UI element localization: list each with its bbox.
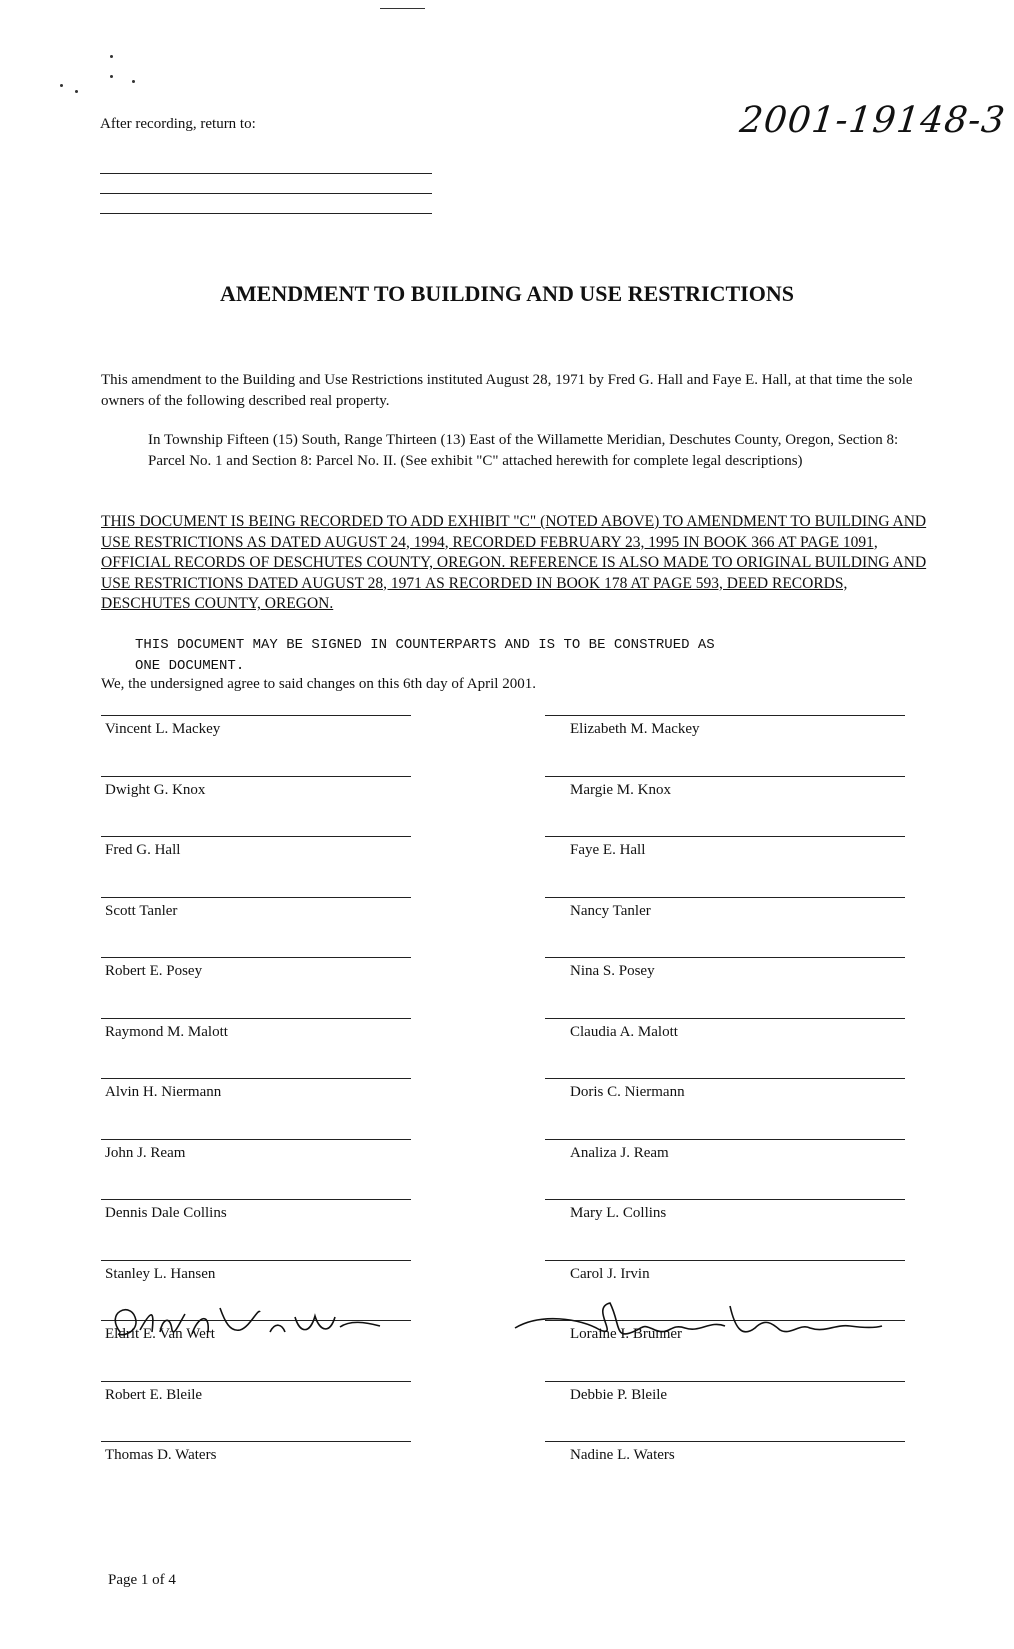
signature-line[interactable] (101, 836, 411, 837)
signature-line[interactable] (101, 1381, 411, 1382)
signatory-name: Margie M. Knox (570, 781, 671, 798)
signatory-name: Alvin H. Niermann (105, 1084, 222, 1100)
handwritten-signature-brunner (510, 1298, 890, 1348)
signature-line[interactable] (545, 1018, 905, 1019)
signature-line[interactable] (101, 1078, 411, 1079)
signatory-name: Dwight G. Knox (105, 781, 206, 798)
scan-speck (110, 75, 113, 78)
signature-line[interactable] (101, 1018, 411, 1019)
signatory-name: Robert E. Bleile (105, 1386, 203, 1403)
signatory-name: Doris C. Niermann (570, 1084, 685, 1100)
signature-line[interactable] (101, 897, 411, 898)
signatory-name: Faye E. Hall (570, 842, 646, 858)
signatory-name: Robert E. Posey (105, 963, 203, 979)
signatory-name: Nina S. Posey (570, 963, 655, 979)
scan-speck (132, 80, 135, 83)
signature-line[interactable] (545, 1078, 905, 1079)
scan-speck (75, 90, 78, 93)
signature-line[interactable] (101, 1199, 411, 1200)
counterparts-line-1: THIS DOCUMENT MAY BE SIGNED IN COUNTERPARTS AND IS TO BE CONSTRUED AS (135, 637, 715, 653)
signatory-name: Debbie P. Bleile (570, 1386, 668, 1403)
signatory-name: Dennis Dale Collins (105, 1205, 227, 1221)
signature-line[interactable] (545, 1381, 905, 1382)
signatory-name: John J. Ream (105, 1144, 186, 1161)
counterparts-clause (135, 635, 935, 677)
signatory-name: Nadine L. Waters (570, 1447, 675, 1463)
signatory-name: Nancy Tanler (570, 902, 651, 919)
return-address-line (100, 213, 432, 214)
signatory-name: Elizabeth M. Mackey (570, 721, 700, 737)
document-title: AMENDMENT TO BUILDING AND USE RESTRICTIONS (220, 281, 794, 306)
signature-line[interactable] (101, 1260, 411, 1261)
handwritten-signature-van-wert (100, 1302, 400, 1347)
return-address-line (100, 193, 432, 194)
top-rule (380, 8, 425, 9)
intro-paragraph: This amendment to the Building and Use Restrictions instituted August 28, 1971 by Fred G. Hall and Faye E. Hall, at that time the sole owners of the following described real property. (101, 372, 913, 409)
signature-line[interactable] (545, 1260, 905, 1261)
signature-line[interactable] (101, 957, 411, 958)
signatory-name: Raymond M. Malott (105, 1023, 228, 1040)
signatory-name: Eldrit E. Van Wert (105, 1326, 215, 1342)
signatory-name: Mary L. Collins (570, 1205, 667, 1221)
after-recording-label: After recording, return to: (100, 116, 256, 132)
signatory-name: Loraine I. Brunner (570, 1326, 683, 1342)
counterparts-line-2: ONE DOCUMENT. (135, 658, 245, 674)
page-number: Page 1 of 4 (108, 1572, 176, 1588)
scan-speck (110, 55, 113, 58)
legal-description: In Township Fifteen (15) South, Range Thirteen (13) East of the Willamette Meridian, Deschutes County, Oregon, Section 8: Parcel No. 1 and Section 8: Parcel No. II. (See exhibit "C" attached herewith for complete legal descriptions) (148, 432, 899, 469)
signature-line[interactable] (545, 776, 905, 777)
signatory-name: Thomas D. Waters (105, 1447, 217, 1463)
signature-line[interactable] (545, 836, 905, 837)
signature-line[interactable] (545, 1441, 905, 1442)
signature-line[interactable] (545, 897, 905, 898)
signatory-name: Claudia A. Malott (570, 1023, 678, 1040)
agreement-statement: We, the undersigned agree to said changes on this 6th day of April 2001. (101, 676, 536, 692)
signatory-name: Stanley L. Hansen (105, 1265, 216, 1282)
signature-line[interactable] (101, 715, 411, 716)
signature-line[interactable] (545, 1199, 905, 1200)
signature-line[interactable] (545, 1139, 905, 1140)
signatory-name: Scott Tanler (105, 902, 178, 919)
return-address-line (100, 173, 432, 174)
signature-line[interactable] (101, 1139, 411, 1140)
scan-speck (60, 84, 63, 87)
signature-line[interactable] (545, 715, 905, 716)
signatory-name: Fred G. Hall (105, 842, 181, 858)
document-number: 2001-19148-3 (737, 100, 1008, 141)
signature-line[interactable] (101, 1441, 411, 1442)
signature-line[interactable] (545, 957, 905, 958)
signatory-name: Analiza J. Ream (570, 1144, 669, 1161)
signatory-name: Vincent L. Mackey (105, 721, 221, 737)
recording-note: THIS DOCUMENT IS BEING RECORDED TO ADD EXHIBIT "C" (NOTED ABOVE) TO AMENDMENT TO BUILDING AND USE RESTRICTIONS AS DATED AUGUST 24, 1994, RECORDED FEBRUARY 23, 1995 IN BOOK 366 AT PAGE 1091, OFFICIAL RECORDS OF DESCHUTES COUNTY, OREGON. REFERENCE IS ALSO MADE TO ORIGINAL BUILDING AND USE RESTRICTIONS DATED AUGUST 28, 1971 AS RECORDED IN BOOK 178 AT PAGE 593, DEED RECORDS, DESCHUTES COUNTY, OREGON. (101, 513, 927, 612)
signature-line[interactable] (101, 776, 411, 777)
signatory-name: Carol J. Irvin (570, 1265, 650, 1282)
